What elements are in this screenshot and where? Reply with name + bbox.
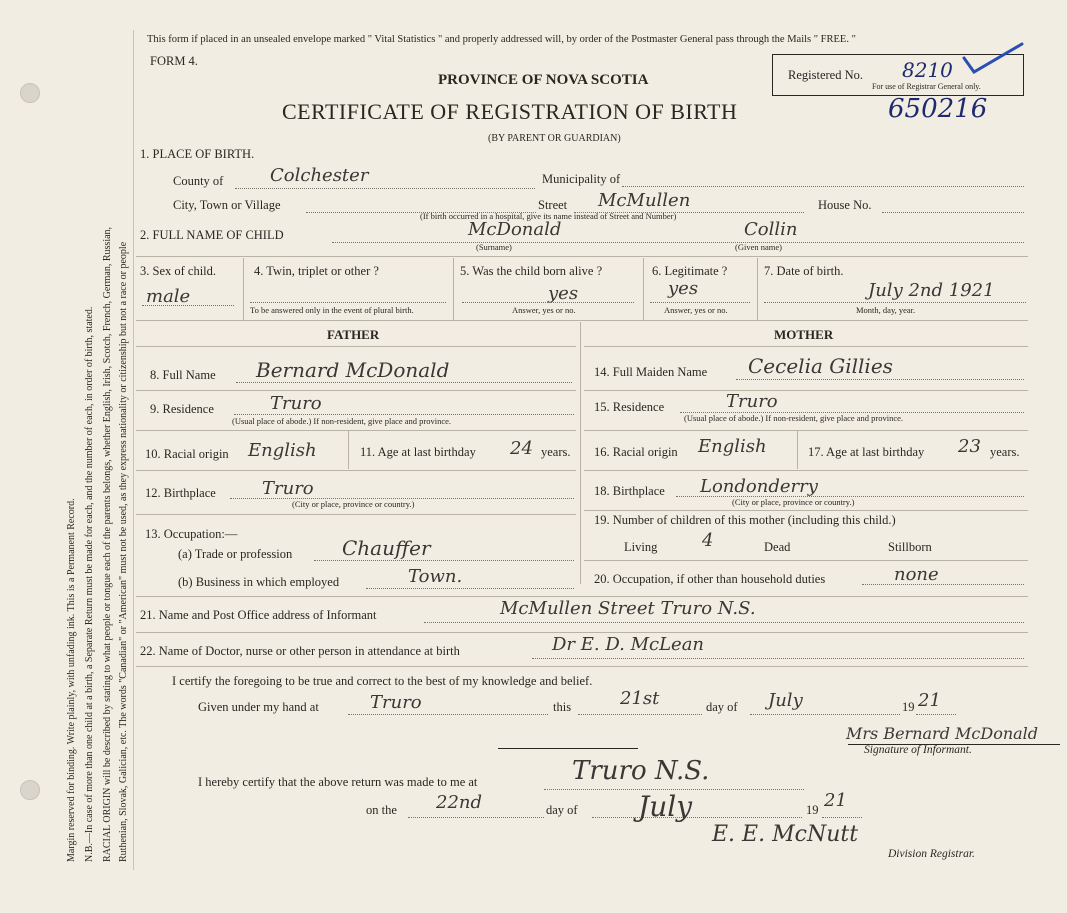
mother-name-label: 14. Full Maiden Name bbox=[594, 365, 708, 379]
given-month-value: July bbox=[768, 690, 803, 711]
street-label: Street bbox=[538, 198, 568, 212]
father-residence-label: 9. Residence bbox=[150, 402, 214, 416]
municipality-label: Municipality of bbox=[542, 172, 621, 186]
father-trade-label: (a) Trade or profession bbox=[178, 547, 293, 561]
registrar-caption: Division Registrar. bbox=[888, 848, 975, 860]
mother-children-label: 19. Number of children of this mother (including this child.) bbox=[594, 513, 896, 527]
legitimate-label: 6. Legitimate ? bbox=[652, 264, 728, 278]
place-heading: 1. PLACE OF BIRTH. bbox=[140, 147, 255, 161]
father-birthplace-note: (City or place, province or country.) bbox=[292, 499, 415, 509]
child-name-label: 2. FULL NAME OF CHILD bbox=[140, 228, 284, 242]
doctor-label: 22. Name of Doctor, nurse or other person in attendance at birth bbox=[140, 644, 460, 658]
birth-date-value: July 2nd 1921 bbox=[868, 280, 995, 301]
father-age-label: 11. Age at last birthday bbox=[360, 445, 476, 459]
binding-hole-top bbox=[20, 83, 40, 103]
alive-label: 5. Was the child born alive ? bbox=[460, 264, 603, 278]
mother-name-value: Cecelia Gillies bbox=[748, 354, 893, 378]
page-subtitle: (BY PARENT OR GUARDIAN) bbox=[488, 133, 621, 144]
mother-age-label: 17. Age at last birthday bbox=[808, 445, 925, 459]
given-place-value: Truro bbox=[370, 692, 422, 713]
sex-value: male bbox=[146, 286, 191, 307]
given-day-value: 21st bbox=[620, 688, 660, 709]
given-day-of-label: day of bbox=[706, 700, 738, 714]
twin-label: 4. Twin, triplet or other ? bbox=[254, 264, 379, 278]
alive-note: Answer, yes or no. bbox=[512, 305, 576, 315]
handwritten-certificate-number: 650216 bbox=[888, 94, 988, 124]
mother-living-value: 4 bbox=[702, 530, 714, 551]
given-label: Given under my hand at bbox=[198, 700, 319, 714]
city-label: City, Town or Village bbox=[173, 198, 281, 212]
father-birthplace-label: 12. Birthplace bbox=[145, 486, 216, 500]
province-heading: PROVINCE OF NOVA SCOTIA bbox=[438, 72, 649, 88]
hospital-note: (If birth occurred in a hospital, give its name instead of Street and Number) bbox=[420, 211, 677, 221]
mother-stillborn-label: Stillborn bbox=[888, 540, 932, 554]
mother-occupation-value: none bbox=[894, 564, 939, 585]
given-year-prefix: 19 bbox=[902, 700, 915, 714]
registrar-month-value: July bbox=[638, 790, 693, 823]
registrar-day-value: 22nd bbox=[436, 792, 483, 813]
sex-label: 3. Sex of child. bbox=[140, 264, 217, 278]
street-value: McMullen bbox=[598, 190, 691, 211]
registrar-signature: E. E. McNutt bbox=[712, 822, 859, 847]
given-year-value: 21 bbox=[918, 690, 941, 711]
informant-value: McMullen Street Truro N.S. bbox=[500, 598, 756, 619]
father-residence-note: (Usual place of abode.) If non-resident, give place and province. bbox=[232, 416, 452, 426]
informant-label: 21. Name and Post Office address of Informant bbox=[140, 608, 377, 622]
registered-label: Registered No. bbox=[788, 68, 863, 82]
house-label: House No. bbox=[818, 198, 872, 212]
given-this-label: this bbox=[553, 700, 572, 714]
father-heading: FATHER bbox=[327, 327, 380, 342]
mother-racial-label: 16. Racial origin bbox=[594, 445, 678, 459]
mother-age-value: 23 bbox=[958, 436, 981, 457]
informant-signature-caption: Signature of Informant. bbox=[864, 744, 972, 756]
birth-date-note: Month, day, year. bbox=[856, 305, 916, 315]
father-business-label: (b) Business in which employed bbox=[178, 575, 340, 589]
father-racial-value: English bbox=[248, 440, 317, 461]
certification-statement: I certify the foregoing to be true and correct to the best of my knowledge and belief. bbox=[172, 674, 593, 688]
form-number: FORM 4. bbox=[150, 54, 198, 68]
registrar-note: For use of Registrar General only. bbox=[872, 82, 981, 91]
father-racial-label: 10. Racial origin bbox=[145, 447, 229, 461]
binding-hole-bottom bbox=[20, 780, 40, 800]
registered-value: 8210 bbox=[902, 58, 953, 82]
margin-note-4: Ruthenian, Slovak, Galician, etc. The words "Canadian" or "American" must not be used, as they express nationality or citizenship but not a race or people bbox=[118, 241, 129, 862]
father-occupation-label: 13. Occupation:— bbox=[145, 527, 238, 541]
birth-date-label: 7. Date of birth. bbox=[764, 264, 844, 278]
mother-birthplace-note: (City or place, province or country.) bbox=[732, 497, 855, 507]
county-value: Colchester bbox=[270, 165, 369, 186]
registrar-day-of-label: day of bbox=[546, 803, 578, 817]
father-birthplace-value: Truro bbox=[262, 478, 314, 499]
registrar-statement: I hereby certify that the above return was made to me at bbox=[198, 775, 478, 789]
father-residence-value: Truro bbox=[270, 393, 322, 414]
registrar-on-label: on the bbox=[366, 803, 397, 817]
mother-residence-label: 15. Residence bbox=[594, 400, 665, 414]
mother-age-unit: years. bbox=[990, 445, 1020, 459]
father-age-unit: years. bbox=[541, 445, 571, 459]
father-age-value: 24 bbox=[510, 438, 533, 459]
father-name-label: 8. Full Name bbox=[150, 368, 216, 382]
father-name-value: Bernard McDonald bbox=[256, 358, 450, 382]
mother-heading: MOTHER bbox=[774, 327, 834, 342]
child-given-caption: (Given name) bbox=[735, 242, 782, 252]
father-business-value: Town. bbox=[408, 566, 463, 587]
child-given-value: Collin bbox=[744, 219, 798, 240]
mother-birthplace-value: Londonderry bbox=[700, 476, 818, 497]
mother-living-label: Living bbox=[624, 540, 658, 554]
alive-value: yes bbox=[548, 283, 579, 304]
margin-note-1: Margin reserved for binding. Write plainly, with unfading ink. This is a Permanent Record. bbox=[66, 498, 77, 862]
registrar-year-prefix: 19 bbox=[806, 803, 819, 817]
child-surname-value: McDonald bbox=[468, 219, 562, 240]
county-label: County of bbox=[173, 174, 224, 188]
registrar-place-value: Truro N.S. bbox=[572, 756, 710, 786]
child-surname-caption: (Surname) bbox=[476, 242, 512, 252]
mother-dead-label: Dead bbox=[764, 540, 791, 554]
legitimate-note: Answer, yes or no. bbox=[664, 305, 728, 315]
twin-note: To be answered only in the event of plural birth. bbox=[250, 305, 414, 315]
mother-residence-note: (Usual place of abode.) If non-resident, give place and province. bbox=[684, 413, 904, 423]
informant-signature: Mrs Bernard McDonald bbox=[846, 724, 1039, 743]
margin-note-2: N.B.—In case of more than one child at a birth, a Separate Return must be made for each, and the number of each, in order of birth, stated. bbox=[84, 306, 95, 862]
page-title: CERTIFICATE OF REGISTRATION OF BIRTH bbox=[282, 99, 738, 124]
checkmark-icon bbox=[960, 38, 1030, 80]
doctor-value: Dr E. D. McLean bbox=[552, 634, 705, 655]
father-trade-value: Chauffer bbox=[342, 536, 431, 560]
legitimate-value: yes bbox=[668, 278, 699, 299]
margin-note-3: RACIAL ORIGIN will be described by stating to what people or tongue each of the parents belongs, whether English, Irish, Scotch, French, German, Russian, bbox=[102, 226, 113, 862]
mother-occupation-label: 20. Occupation, if other than household duties bbox=[594, 572, 826, 586]
mother-birthplace-label: 18. Birthplace bbox=[594, 484, 665, 498]
mother-racial-value: English bbox=[698, 436, 767, 457]
mail-note: This form if placed in an unsealed envelope marked " Vital Statistics " and properly addressed will, by order of the Postmaster General pass through the Mails " FREE. " bbox=[147, 34, 856, 45]
mother-residence-value: Truro bbox=[726, 391, 778, 412]
registrar-year-value: 21 bbox=[824, 790, 847, 811]
